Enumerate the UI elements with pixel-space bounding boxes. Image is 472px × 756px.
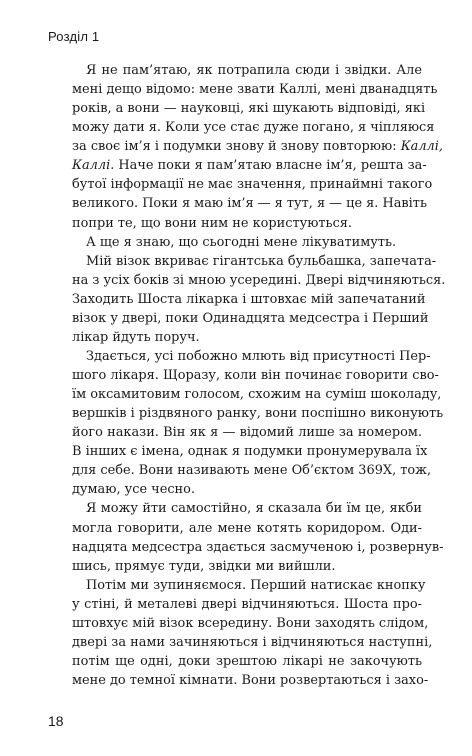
paragraph-1 [72,61,443,233]
text-line: мене до темної кімнати. Вони розвертаються і захо- [72,673,429,688]
text-line: Я можу йти самостійно, я сказала би їм це, якби [86,501,422,517]
text-line: В інших є імена, однак я подумки пронумерувала їх [72,444,428,460]
text-line: шого лікаря. Щоразу, коли він починає говорити сво- [72,368,439,383]
text-line: на з усіх боків зі мною усередині. Двері відчиняються. [72,272,446,288]
text-line: Мій візок вкриває гігантська бульбашка, запечата- [86,253,437,269]
paragraph-6 [72,576,433,690]
text-line: вершків і різдвяного ранку, вони поспішно виконують [72,406,444,422]
text-line: їм оксамитовим голосом, схожим на суміш шоколаду, [72,387,442,403]
body-text [72,61,446,690]
paragraph-5 [72,499,444,575]
running-header: Розділ 1 [48,29,100,44]
text-line: Заходить Шоста лікарка і штовхає мій запечатаний [72,291,426,307]
text-line: лікар йдуть поруч. [72,329,200,345]
text-line: Каллі. Наче поки я пам’ятаю власне ім’я, решта за- [72,158,427,174]
paragraph-4 [72,347,444,500]
text-line: могла говорити, але мене котять коридором. Оди- [72,520,422,536]
text-line: надцята медсестра здається засмученою і, розвернув- [72,539,444,555]
text-line: А ще я знаю, що сьогодні мене лікуватимуть. [86,234,397,250]
page-number: 18 [48,713,64,729]
text-line: штовхує мій візок всередину. Вони заходять слідом, [72,615,429,631]
text-line: років, а вони — науковці, які шукають відповіді, які [72,101,426,117]
text-line: візок у двері, поки Одинадцята медсестра і Перший [72,310,429,326]
paragraph-2 [72,233,422,252]
text-line: можу дати я. Коли усе стає дуже погано, я чіпляюся [72,120,435,136]
text-line: його накази. Він як я — відомий лише за номером. [72,425,422,441]
paragraph-3 [72,252,446,347]
text-line: Здається, усі побожно млють від присутності Пер- [86,348,431,364]
text-line: великого. Поки я маю ім’я — я тут, я — це я. Навіть [72,196,427,212]
text-line: мені дещо відомо: мене звати Каллі, мені дванадцять [72,82,438,98]
text-line: у стіні, й металеві двері відчиняються. Шоста про- [72,596,422,612]
text-line: для себе. Вони називають мене Об’єктом 369Х, тож, [72,463,432,479]
text-line: потім ще одні, доки зрештою лікарі не закочують [72,653,422,669]
text-line: шись, прямує туди, звідки ми вийшли. [72,558,336,574]
text-line: за своє ім’я і подумки знову й знову повторюю: Каллі, [72,139,443,155]
text-line: бутої інформації не має значення, принаймні такого [72,177,433,193]
text-line: Потім ми зупиняємося. Перший натискає кнопку [86,577,426,593]
text-line: двері за нами зачиняються і відчиняються наступні, [72,634,433,650]
text-line: Я не пам’ятаю, як потрапила сюди і звідки. Але [86,63,422,78]
text-line: думаю, усе чесно. [72,482,196,498]
text-line: попри те, що вони ним не користуються. [72,215,353,231]
